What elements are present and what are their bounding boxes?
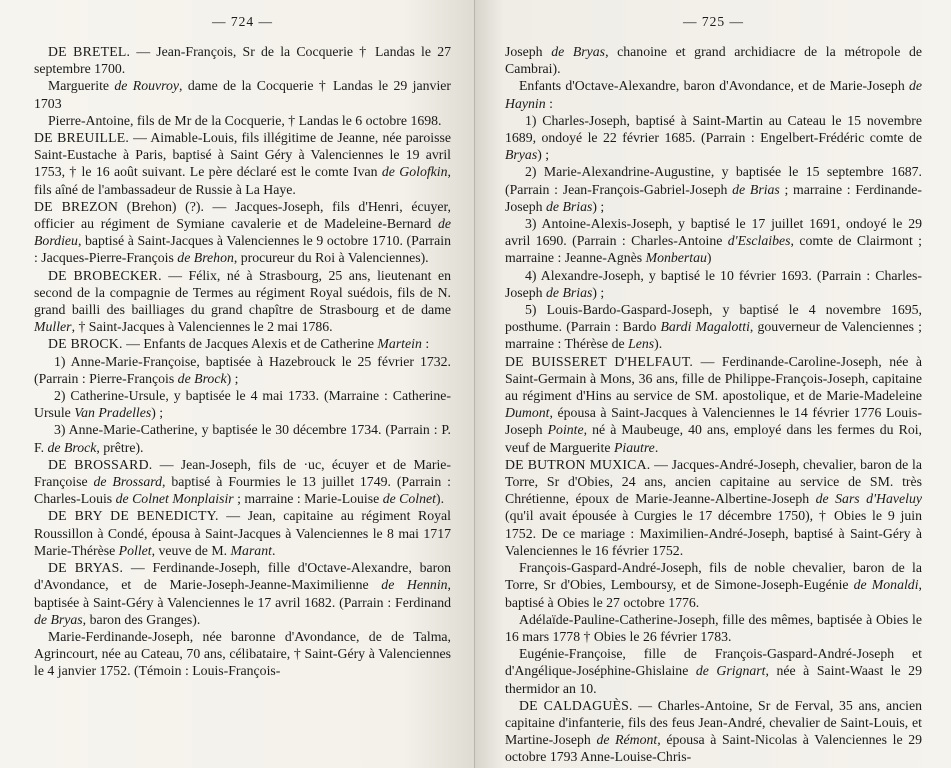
entry-text: r: [554, 474, 560, 490]
entry-text: ) ;: [592, 284, 605, 300]
entry-text: — Jean-François, S: [130, 44, 251, 59]
entries-right: [505, 43, 922, 766]
entry-family-name: DE BRY DE BENEDICTY.: [48, 508, 219, 524]
entry-text: ; marraine : Ferdinande-Joseph: [505, 181, 922, 214]
entry-italic-name: de Brock: [177, 370, 227, 386]
entry-text: .: [271, 542, 276, 558]
entry-family-name: DE BRETEL.: [48, 44, 131, 59]
entry-text: , dame de la Cocquerie † Landas le 29 janvier 1703: [34, 78, 451, 111]
entry-paragraph: [505, 163, 922, 215]
page-number-right: — 725 —: [683, 14, 744, 29]
entry-family-name: DE BUISSERET D'HELFAUT.: [505, 353, 694, 369]
entry-text: d'Obies, 24 ans, ancien capitaine au service de SM. très Chrétienne, époux de Marie-Jeanne-Albertine-Joseph: [505, 474, 922, 507]
entry-text: de la Cocquerie, † Landas le 6 octobre 1698.: [191, 112, 442, 128]
entry-italic-name: Van Pradelles: [74, 405, 152, 421]
entry-italic-name: de Bordieu: [34, 216, 451, 249]
entry-paragraph: [505, 697, 922, 766]
entry-italic-name: de Haynin: [505, 78, 922, 111]
entry-text: 1) Charles-Joseph, baptisé à Saint-Martin au Cateau le 15 novembre 1689, ondoyé le 22 février 1685. (Parrain : Engelbert-Frédéric comte de: [505, 112, 922, 146]
entry-italic-name: d'Esclaibes: [727, 233, 791, 249]
entry-text: Eugénie-Françoise, fille de François-Gaspard-André-Joseph et d'Angélique-Joséphine-Ghislaine: [505, 646, 922, 679]
entry-text: Pierre-Antoine, fils de M: [48, 112, 187, 128]
entry-paragraph: [34, 77, 451, 111]
entry-text: ): [706, 250, 712, 266]
entry-italic-name: Marant: [230, 542, 272, 558]
entry-text: , épousa à Saint-Jacques à Valenciennes le 14 février 1776 Louis-Joseph: [505, 405, 922, 438]
entry-text: r: [250, 44, 255, 59]
entry-paragraph: [505, 301, 922, 353]
entry-italic-name: de Brias: [546, 284, 593, 300]
entry-text: Joseph: [505, 44, 552, 59]
entry-text: , comte de Clairmont ; marraine : Jeanne-Agnès: [505, 233, 923, 266]
entry-text: ; marraine : Marie-Louise: [233, 491, 383, 507]
entry-paragraph: [34, 335, 451, 352]
entry-text: François-Gaspard-André-Joseph, fils de noble chevalier, baron de la Torre, S: [505, 560, 922, 593]
entry-text: , prêtre).: [96, 439, 144, 455]
entry-text: ) ;: [537, 147, 550, 163]
entries-left: [34, 43, 451, 680]
entry-text: d'Obies, Lemboursy, et de Simone-Joseph-Eugénie: [555, 577, 854, 593]
entry-family-name: DE BROSSARD.: [48, 456, 153, 472]
page-number-left: — 724 —: [212, 14, 273, 29]
entry-paragraph: [34, 559, 451, 628]
entry-italic-name: Dumont: [505, 405, 550, 421]
entry-text: — Félix, né à Strasbourg, 25 ans, lieutenant en second de la compagnie de Termes au régiment Royal suédois, fils de N. grand bailli des bailliages du grand chapître de Strasbourg et de dame: [34, 267, 451, 318]
entry-text: , baptisé à Fourmies le 13 juillet 1749. (Parrain : Charles-Louis: [34, 474, 451, 507]
entry-italic-name: de Brock: [47, 439, 97, 455]
entry-paragraph: [505, 267, 922, 301]
entry-paragraph: [505, 353, 922, 456]
entry-text: 3) Anne-Marie-Catherine, y baptisée le 30 décembre 1734. (Parrain : P. F.: [34, 422, 451, 455]
entry-italic-name: Martein: [377, 336, 422, 352]
entry-text: , † Saint-Jacques à Valenciennes le 2 mai 1786.: [71, 319, 333, 335]
entry-text: ) ;: [151, 405, 164, 421]
entry-text: :: [545, 95, 553, 111]
entry-family-name: DE BUTRON MUXICA.: [505, 456, 651, 472]
entry-paragraph: [34, 198, 451, 267]
entry-text: , baptisé à Obies le 27 octobre 1776.: [505, 577, 922, 610]
entry-text: — Jean, capitaine au régiment Royal Roussillon à Condé, épousa à Saint-Jacques à Valenciennes le 8 mai 1717 Marie-Thérèse: [34, 508, 451, 558]
entry-paragraph: [34, 112, 451, 129]
entry-text: — Ferdinande-Caroline-Joseph, née à Saint-Germain à Mons, 36 ans, fille de Philippe-François-Joseph, capitaine au régiment d'Hins au service de SM. apostolique, et de Marie-Madeleine: [505, 353, 922, 404]
entry-italic-name: Bardi Magalotti: [660, 319, 750, 335]
entry-text: r: [765, 697, 771, 713]
entry-paragraph: [505, 77, 922, 111]
entry-text: — Jacques-André-Joseph, chevalier, baron de la Torre, S: [505, 456, 922, 490]
entry-paragraph: [505, 43, 922, 77]
entry-text: :: [421, 336, 430, 352]
entry-paragraph: [34, 43, 451, 77]
entry-italic-name: de Monaldi: [853, 577, 919, 593]
entry-italic-name: de Bryas: [34, 611, 83, 627]
entry-paragraph: [34, 628, 451, 680]
entry-paragraph: [34, 387, 451, 421]
entry-text: — Charles-Antoine, S: [632, 697, 766, 713]
entry-text: , baron des Granges).: [82, 611, 201, 627]
entry-italic-name: de Brehon: [177, 250, 234, 266]
entry-text: de la Cocquerie † Landas le 27 septembre 1700.: [34, 44, 451, 77]
entry-text: 4) Alexandre-Joseph, y baptisé le 10 février 1693. (Parrain : Charles-Joseph: [505, 267, 922, 300]
entry-text: , veuve de M.: [151, 542, 231, 558]
entry-text: , épousa à Saint-Nicolas à Valenciennes le 29 octobre 1793 Anne-Louise-Chris-: [505, 732, 922, 765]
entry-paragraph: [34, 456, 451, 508]
entry-text: — Aimable-Louis, fils illégitime de Jeanne, née paroisse Saint-Eustache à Paris, baptisé à Saint Géry à Valenciennes le 19 avril 1753, † le 16 août suivant. Le père déclaré est le comte Ivan: [34, 130, 451, 180]
entry-text: Marguerite: [48, 78, 115, 94]
entry-paragraph: [505, 456, 922, 559]
entry-text: 1) Anne-Marie-Françoise, baptisée à Hazebrouck le 25 février 1732. (Parrain : Pierre-François: [34, 353, 451, 386]
entry-family-name: DE BRYAS.: [48, 560, 124, 576]
entry-family-name: DE BROBECKER.: [48, 267, 162, 283]
entry-italic-name: de Hennin: [381, 577, 448, 593]
entry-paragraph: [34, 507, 451, 559]
entry-text: , procureur du Roi à Valenciennes).: [233, 250, 429, 266]
entry-italic-name: Lens: [628, 336, 655, 352]
entry-family-name: DE BREUILLE.: [34, 130, 130, 146]
entry-family-name: DE BROCK.: [48, 336, 123, 352]
entry-paragraph: [34, 267, 451, 336]
entry-text: .: [654, 439, 659, 455]
entry-paragraph: [34, 353, 451, 387]
entry-text: ).: [435, 491, 445, 507]
left-page: [0, 0, 475, 768]
entry-paragraph: [505, 611, 922, 645]
entry-italic-name: Piautre: [613, 439, 655, 455]
entry-italic-name: Monbertau: [645, 250, 707, 266]
entry-text: ) ;: [592, 198, 605, 214]
entry-italic-name: de Grignart: [695, 663, 766, 679]
entry-text: (qu'il avait épousée à Curgies le 17 décembre 1750), † Obies le 9 juin 1752. De ce mariage : Maximilien-André-Joseph, baptisé à Saint-Géry à Valenciennes le 16 février 1752.: [505, 508, 922, 558]
entry-text: , gouverneur de Valenciennes ; marraine : Thérèse de: [505, 319, 922, 352]
entry-italic-name: de Colnet: [382, 491, 436, 507]
entry-text: 2) Catherine-Ursule, y baptisée le 4 mai 1733. (Marraine : Catherine-Ursule: [34, 388, 451, 421]
right-page: [475, 0, 950, 768]
entry-italic-name: de Rouvroy: [114, 78, 180, 94]
entry-text: , chanoine et grand archidiacre de la métropole de Cambrai).: [505, 44, 922, 77]
entry-text: — Enfants de Jacques Alexis et de Catherine: [122, 336, 378, 352]
entry-text: r: [186, 112, 192, 128]
entry-italic-name: de Bryas: [551, 44, 606, 59]
entry-text: , née à Saint-Waast le 29 thermidor an 10.: [505, 663, 922, 696]
entry-family-name: DE CALDAGUÈS.: [519, 697, 633, 713]
entry-text: ) ;: [226, 370, 239, 386]
entry-text: , baptisée à Saint-Géry à Valenciennes le 17 avril 1682. (Parrain : Ferdinand: [34, 577, 451, 610]
entry-text: Marie-Ferdinande-Joseph, née baronne d'Avondance, de de Talma, Agrincourt, née au Cateau, 70 ans, célibataire, † Saint-Géry à Valenciennes le 4 janvier 1752. (Témoin : Louis-François-: [34, 628, 451, 679]
entry-text: 5) Louis-Bardo-Gaspard-Joseph, y baptisé le 4 novembre 1695, posthume. (Parrain : Bardo: [505, 302, 922, 335]
entry-italic-name: de Brossard: [93, 474, 163, 490]
entry-text: 2) Marie-Alexandrine-Augustine, y baptisée le 15 septembre 1687. (Parrain : Jean-François-Gabriel-Joseph: [505, 164, 922, 197]
entry-text: 3) Antoine-Alexis-Joseph, y baptisé le 17 juillet 1691, ondoyé le 29 avril 1690. (Parrain : Charles-Antoine: [505, 216, 922, 249]
entry-family-name: DE BREZON: [34, 198, 119, 214]
entry-italic-name: Muller: [34, 319, 72, 335]
entry-text: (Brehon) (?). — Jacques-Joseph, fils d'Henri, écuyer, officier au régiment de Symiane cavalerie et de Madeleine-Bernard: [34, 198, 451, 232]
entry-italic-name: Bryas: [505, 147, 538, 163]
entry-italic-name: de Golofkin: [381, 164, 448, 180]
entry-text: ).: [654, 336, 663, 352]
entry-paragraph: [505, 645, 922, 697]
entry-paragraph: [34, 129, 451, 198]
entry-text: r: [550, 577, 556, 593]
entry-italic-name: de Sars d'Haveluy: [815, 491, 922, 507]
entry-paragraph: [505, 215, 922, 267]
entry-text: , fils aîné de l'ambassadeur de Russie à La Haye.: [34, 164, 451, 197]
entry-text: , né à Maubeuge, 40 ans, employé dans les fermes du Roi, veuf de Marguerite: [505, 422, 922, 455]
entry-italic-name: Pollet: [118, 542, 152, 558]
entry-italic-name: de Colnet Monplaisir: [115, 491, 234, 507]
entry-italic-name: de Rémont: [596, 732, 658, 748]
entry-paragraph: [505, 112, 922, 164]
entry-italic-name: de Brias: [732, 181, 780, 197]
entry-text: Adélaïde-Pauline-Catherine-Joseph, fille des mêmes, baptisée à Obies le 16 mars 1778 † Obies le 26 février 1783.: [505, 611, 922, 644]
entry-paragraph: [34, 421, 451, 455]
entry-text: — Jean-Joseph, fils de ·uc, écuyer et de Marie-Françoise: [34, 456, 451, 490]
entry-paragraph: [505, 559, 922, 611]
entry-italic-name: Pointe: [547, 422, 584, 438]
entry-text: Enfants d'Octave-Alexandre, baron d'Avondance, et de Marie-Joseph: [519, 78, 909, 94]
entry-italic-name: de Brias: [546, 198, 593, 214]
entry-text: de Ferval, 35 ans, ancien capitaine d'infanterie, fils des feus Jean-André, chevalier de Saint-Louis, et Martine-Joseph: [505, 697, 922, 748]
entry-text: — Ferdinande-Joseph, fille d'Octave-Alexandre, baron d'Avondance, et de Marie-Joseph-Jeanne-Maximilienne: [34, 560, 451, 593]
entry-text: , baptisé à Saint-Jacques à Valenciennes le 9 octobre 1710. (Parrain : Jacques-Pierre-François: [34, 233, 451, 266]
